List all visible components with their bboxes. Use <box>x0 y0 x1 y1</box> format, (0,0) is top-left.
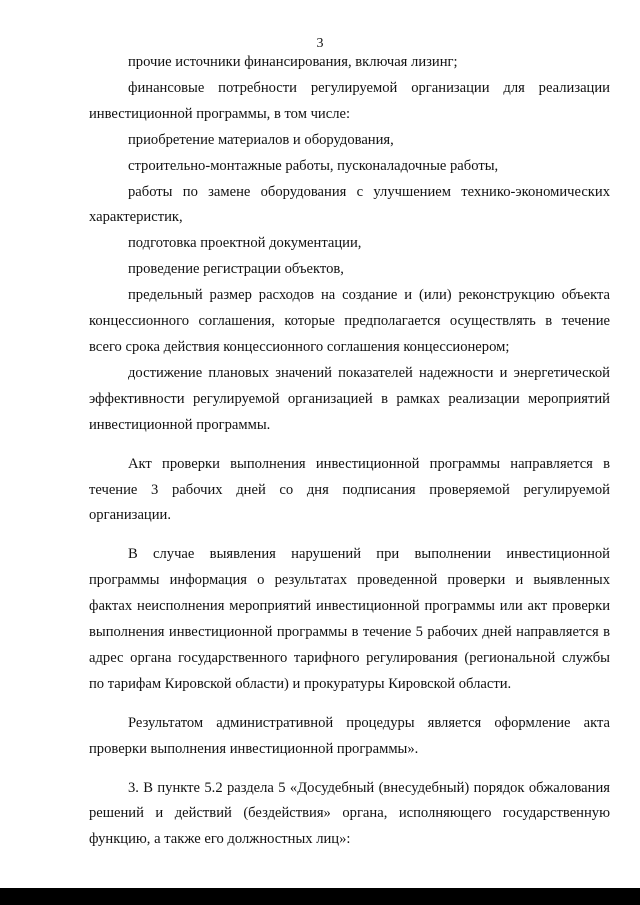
paragraph-planned-indicators: достижение плановых значений показателей надежности и энергетической эффективности регулируемой организацией в рамках реализации мероприятий инвестиционной программы. <box>89 364 610 433</box>
paragraph-clause-5-2: 3. В пункте 5.2 раздела 5 «Досудебный (внесудебный) порядок обжалования решений и действий (бездействия» органа, исполняющего государственную функцию, а также его должностных лиц»: <box>89 779 610 848</box>
document-body <box>89 50 610 853</box>
paragraph-inspection-act: Акт проверки выполнения инвестиционной программы направляется в течение 3 рабочих дней со дня подписания проверяемой регулируемой организации. <box>89 455 610 524</box>
paragraph-concession-expenses: предельный размер расходов на создание и (или) реконструкцию объекта концессионного соглашения, которые предполагается осуществлять в течение всего срока действия концессионного соглашения концессионером; <box>89 287 610 355</box>
paragraph-construction-works: строительно-монтажные работы, пусконаладочные работы, <box>128 157 499 174</box>
paragraph-violations: В случае выявления нарушений при выполнении инвестиционной программы информация о результатах проведенной проверки и выявленных фактах неисполнения мероприятий инвестиционной программы или акт проверки выполнения инвестиционной программы в течение 5 рабочих дней направляется в адрес органа государственного тарифного регулирования (региональной службы по тарифам Кировской области) и прокуратуры Кировской области. <box>89 546 610 692</box>
paragraph-financial-needs: финансовые потребности регулируемой организации для реализации инвестиционной программы, в том числе: <box>89 79 610 122</box>
paragraph-equipment-replacement: работы по замене оборудования с улучшением технико-экономических характеристик, <box>89 183 610 226</box>
paragraph-materials: приобретение материалов и оборудования, <box>128 131 394 148</box>
paragraph-design-documentation: подготовка проектной документации, <box>128 235 362 252</box>
scan-bottom-edge <box>0 888 640 905</box>
paragraph-procedure-result: Результатом административной процедуры является оформление акта проверки выполнения инвестиционной программы». <box>89 714 610 757</box>
paragraph-other-sources: прочие источники финансирования, включая лизинг; <box>128 54 458 70</box>
paragraph-object-registration: проведение регистрации объектов, <box>128 261 344 278</box>
page-number: 3 <box>316 36 324 51</box>
